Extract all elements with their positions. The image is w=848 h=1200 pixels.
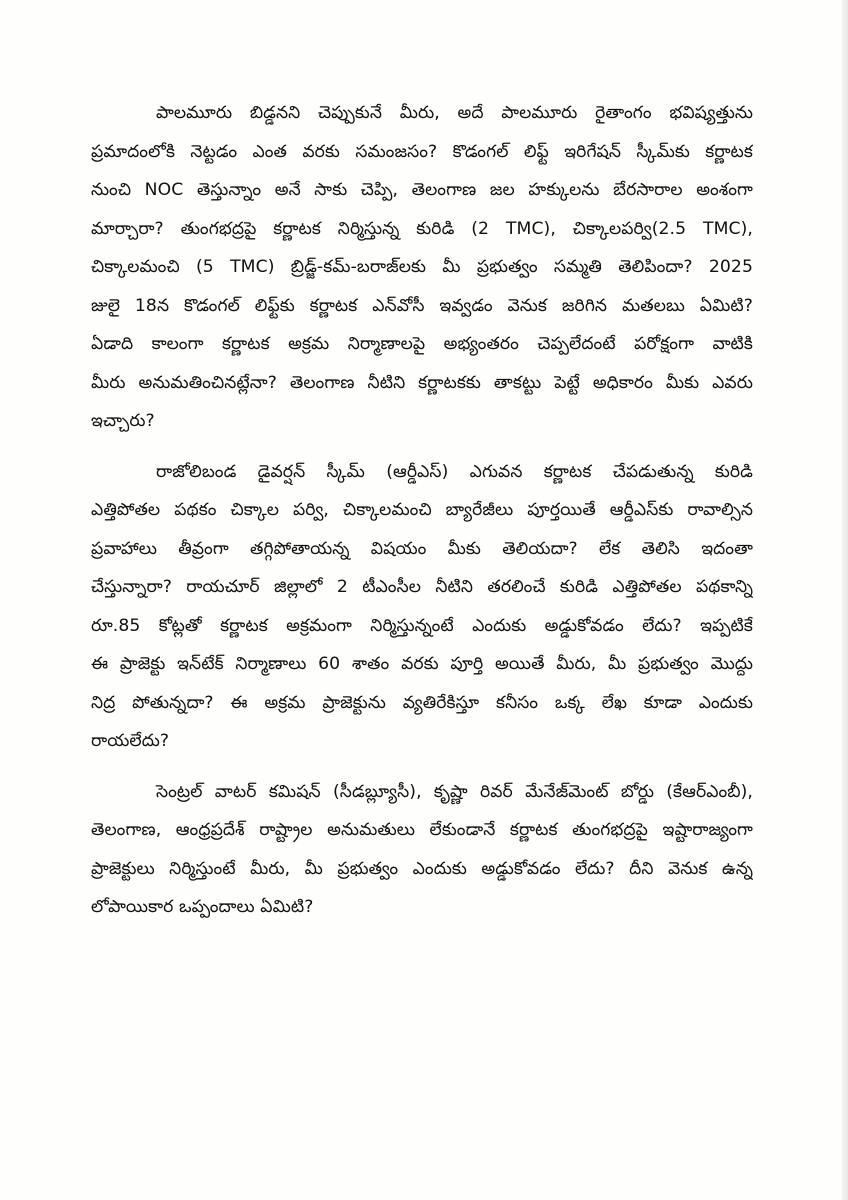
text-line: ఇచ్చారు? bbox=[91, 411, 155, 431]
text-line: మార్చారా? తుంగభద్రపై కర్ణాటక నిర్మిస్తున్న కురిడి (2 TMC), చిక్కాలపర్వి(2.5 TMC), bbox=[91, 218, 753, 239]
text-line: ఎత్తిపోతల పథకం చిక్కాల పర్వి, చిక్కాలమంచి బ్యారేజీలు పూర్తయితే ఆర్డీఎస్‌కు రావాల్సిన bbox=[91, 500, 753, 520]
text-line: నుంచి NOC తెస్తున్నాం అనే సాకు చెప్పి, తెలంగాణ జల హక్కులను బేరసారాల అంశంగా bbox=[91, 180, 753, 200]
text-line: చిక్కాలమంచి (5 TMC) బ్రిడ్జ్-కమ్-బరాజ్‌లకు మీ ప్రభుత్వం సమ్మతి తెలిపిందా? 2025 bbox=[91, 257, 753, 277]
text-line: లోపాయికార ఒప్పందాలు ఏమిటి? bbox=[91, 897, 314, 917]
text-line: ప్రమాదంలోకి నెట్టడం ఎంత వరకు సమంజసం? కొడంగల్ లిఫ్ట్ ఇరిగేషన్ స్కీమ్‌కు కర్ణాటక bbox=[91, 141, 753, 162]
text-line: పాలమూరు బిడ్డనని చెప్పుకునే మీరు, అదే పాలమూరు రైతాంగం భవిష్యత్తును bbox=[156, 103, 753, 123]
paragraph-3 bbox=[91, 773, 753, 927]
text-line: జులై 18న కొడంగల్ లిఫ్ట్‌కు కర్ణాటక ఎన్‌వోసీ ఇవ్వడం వెనుక జరిగిన మతలబు ఏమిటి? bbox=[91, 295, 753, 316]
text-line: రాజోలిబండ డైవర్షన్ స్కీమ్ (ఆర్డీఎస్) ఎగువన కర్ణాటక చేపడుతున్న కురిడి bbox=[156, 461, 753, 482]
text-line: నిద్ర పోతున్నదా? ఈ అక్రమ ప్రాజెక్టును వ్యతిరేకిస్తూ కనీసం ఒక్క లేఖ కూడా ఎందుకు bbox=[91, 692, 753, 713]
paragraph-2 bbox=[91, 453, 753, 761]
text-line: ప్రాజెక్టులు నిర్మిస్తుంటే మీరు, మీ ప్రభుత్వం ఎందుకు అడ్డుకోవడం లేదు? దీని వెనుక ఉన్న bbox=[91, 858, 753, 879]
text-line: రాయలేదు? bbox=[91, 731, 170, 751]
page-edge-shadow bbox=[842, 0, 848, 1200]
text-line: తెలంగాణ, ఆంధ్రప్రదేశ్ రాష్ట్రాల అనుమతులు లేకుండానే కర్ణాటక తుంగభద్రపై ఇష్టారాజ్యంగా bbox=[91, 820, 753, 840]
paragraph-1 bbox=[91, 94, 753, 441]
letter-body bbox=[91, 94, 753, 939]
text-line: ఈ ప్రాజెక్టు ఇన్‌టేక్ నిర్మాణాలు 60 శాతం వరకు పూర్తి అయితే మీరు, మీ ప్రభుత్వం మొద్దు bbox=[91, 654, 753, 674]
text-line: ప్రవాహాలు తీవ్రంగా తగ్గిపోతాయన్న విషయం మీకు తెలియదా? లేక తెలిసి ఇదంతా bbox=[91, 538, 753, 559]
text-line: చేస్తున్నారా? రాయచూర్ జిల్లాలో 2 టీఎంసీల నీటిని తరలించే కురిడి ఎత్తిపోతల పథకాన్ని bbox=[91, 577, 753, 597]
text-line: సెంట్రల్ వాటర్ కమిషన్ (సీడబ్ల్యూసీ), కృష్ణా రివర్ మేనేజ్‌మెంట్ బోర్డు (కేఆర్ఎంబీ), bbox=[156, 781, 753, 802]
text-line: రూ.85 కోట్లతో కర్ణాటక అక్రమంగా నిర్మిస్తున్నంటే ఎందుకు అడ్డుకోవడం లేదు? ఇప్పటికే bbox=[91, 615, 753, 636]
text-line: ఏడాది కాలంగా కర్ణాటక అక్రమ నిర్మాణాలపై అభ్యంతరం చెప్పలేదంటే పరోక్షంగా వాటికి bbox=[91, 334, 753, 354]
text-line: మీరు అనుమతించినట్లేనా? తెలంగాణ నీటిని కర్ణాటకకు తాకట్టు పెట్టే అధికారం మీకు ఎవరు bbox=[91, 372, 753, 393]
